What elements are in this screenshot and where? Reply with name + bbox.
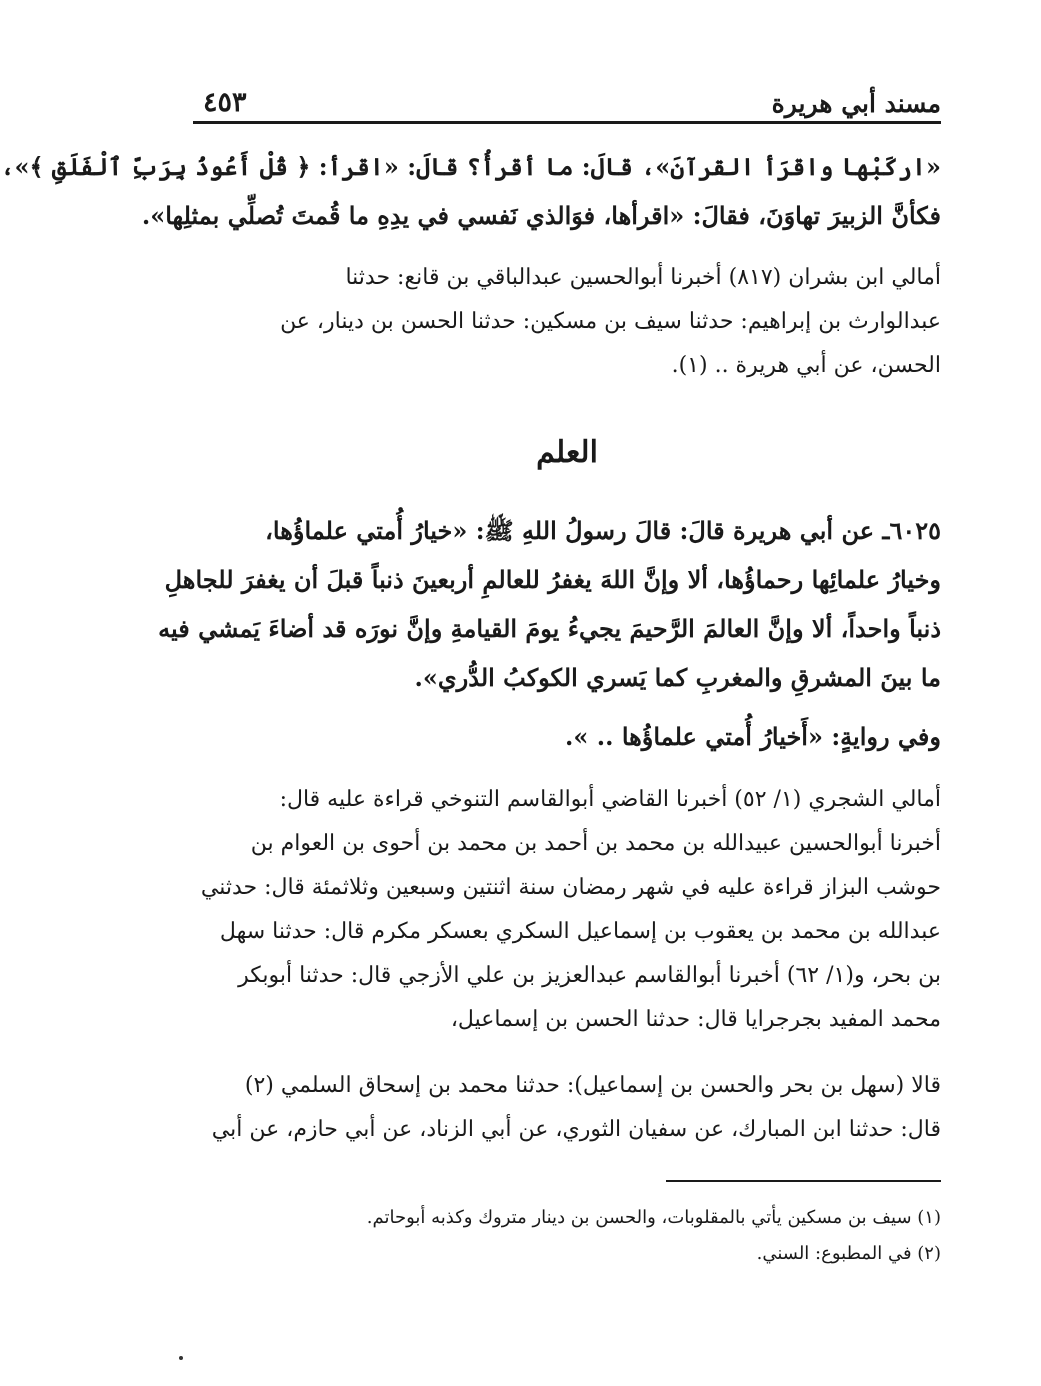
text-line: محمد المفيد بجرجرايا قال: حدثنا الحسن بن إسماعيل، xyxy=(450,1007,941,1032)
text-line: عبدالله بن محمد بن يعقوب بن إسماعيل السكري بعسكر مكرم قال: حدثنا سهل xyxy=(219,919,941,944)
text-line: قالا (سهل بن بحر والحسن بن إسماعيل): حدثنا محمد بن إسحاق السلمي (٢) xyxy=(244,1073,941,1098)
text-line: وخيارُ علمائِها رحماؤُها، ألا وإنَّ اللهَ يغفرُ للعالمِ أربعينَ ذنباً قبلَ أن يغفرَ للجاهلِ xyxy=(164,565,941,594)
footnotes xyxy=(193,1200,941,1272)
text-line: أمالي الشجري (١/ ٥٢) أخبرنا القاضي أبوالقاسم التنوخي قراءة عليه قال: xyxy=(279,787,941,812)
text-line: «اركَبْها واقرَأ القرآنَ»، قالَ: ما أقرأُ؟ قالَ: «اقرأ: ﴿ قُلْ أَعُوذُ بِرَبِّ ٱلْفَلَقِ ﴾»، xyxy=(0,152,941,181)
text-line: الحسن، عن أبي هريرة .. (١). xyxy=(671,353,941,378)
running-header xyxy=(203,74,941,118)
footnote-rule xyxy=(666,1180,941,1182)
header-rule xyxy=(193,121,941,124)
text-line: وفي روايةٍ: «أَخيارُ أُمتي علماؤُها .. ». xyxy=(565,722,941,751)
text-line: ٦٠٢٥ـ عن أبي هريرة قالَ: قالَ رسولُ اللهِ ﷺ: «خيارُ أُمتي علماؤُها، xyxy=(265,516,941,545)
header-title: مسند أبي هريرة xyxy=(771,89,941,118)
text-line: أخبرنا أبوالحسين عبيدالله بن محمد بن أحمد بن محمد بن أحوى بن العوام بن xyxy=(250,831,941,856)
variant-narration xyxy=(193,712,941,761)
section-title: العلم xyxy=(536,435,598,470)
text-line: بن بحر، و(١/ ٦٢) أخبرنا أبوالقاسم عبدالعزيز بن علي الأزجي قال: حدثنا أبوبكر xyxy=(238,963,941,988)
hadith-6025 xyxy=(158,506,941,702)
scan-speck xyxy=(179,1356,183,1360)
page-number: ٤٥٣ xyxy=(203,87,247,118)
text-line: فكأنَّ الزبيرَ تهاوَنَ، فقالَ: «اقرأها، فوَالذي نَفسي في يدِهِ ما قُمتَ تُصلِّي بمثلِها». xyxy=(141,201,941,230)
isnad-citation xyxy=(193,778,941,1042)
isnad-continuation xyxy=(193,1064,941,1152)
hadith-continuation xyxy=(0,142,941,240)
text-line: عبدالوارث بن إبراهيم: حدثنا سيف بن مسكين: حدثنا الحسن بن دينار، عن xyxy=(280,309,941,334)
text-line: قال: حدثنا ابن المبارك، عن سفيان الثوري، عن أبي الزناد، عن أبي حازم، عن أبي xyxy=(211,1117,941,1142)
text-line: ما بينَ المشرقِ والمغربِ كما يَسري الكوكبُ الدُّري». xyxy=(414,663,941,692)
text-line: حوشب البزاز قراءة عليه في شهر رمضان سنة اثنتين وسبعين وثلاثمئة قال: حدثني xyxy=(200,875,941,900)
source-citation xyxy=(193,256,941,388)
text-line: ذنباً واحداً، ألا وإنَّ العالمَ الرَّحيمَ يجيءُ يومَ القيامةِ وإنَّ نورَه قد أضاءَ يَمشي فيه xyxy=(158,614,941,643)
footnote: (١) سيف بن مسكين يأتي بالمقلوبات، والحسن بن دينار متروك وكذبه أبوحاتم. xyxy=(366,1207,941,1228)
text-line: أمالي ابن بشران (٨١٧) أخبرنا أبوالحسين عبدالباقي بن قانع: حدثنا xyxy=(345,265,941,290)
footnote: (٢) في المطبوع: السني. xyxy=(756,1243,941,1264)
